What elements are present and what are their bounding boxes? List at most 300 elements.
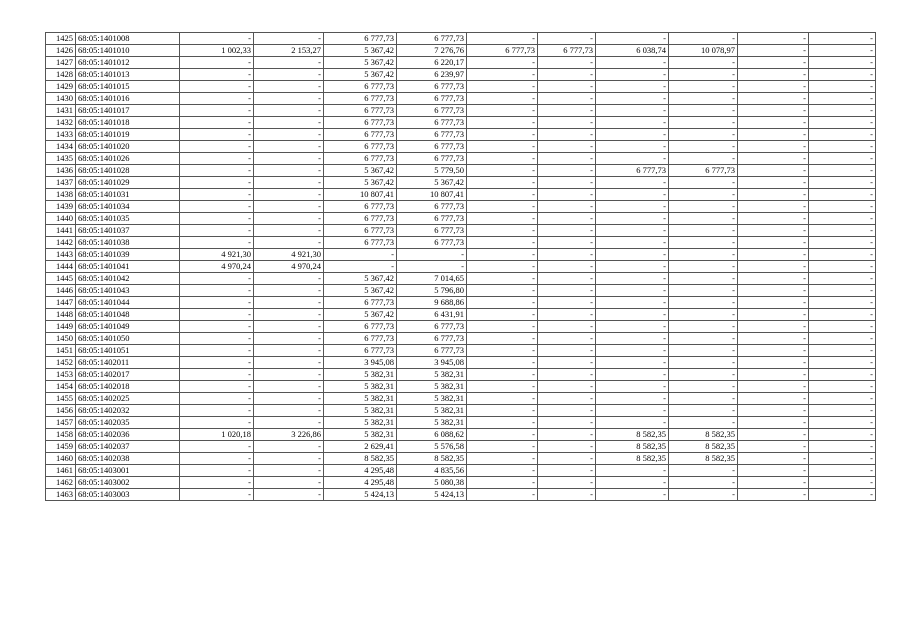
value-cell: 6 777,73: [324, 141, 397, 153]
value-cell: -: [669, 309, 738, 321]
cadastral-number-cell: 68:05:1402032: [76, 405, 180, 417]
cadastral-number-cell: 68:05:1401008: [76, 33, 180, 45]
value-cell: -: [180, 285, 254, 297]
value-cell: -: [738, 225, 809, 237]
value-cell: -: [738, 345, 809, 357]
value-cell: 6 777,73: [324, 333, 397, 345]
value-cell: -: [809, 141, 876, 153]
value-cell: 5 367,42: [324, 177, 397, 189]
row-number-cell: 1457: [46, 417, 76, 429]
value-cell: -: [254, 345, 324, 357]
row-number-cell: 1437: [46, 177, 76, 189]
value-cell: -: [538, 345, 596, 357]
value-cell: -: [467, 369, 538, 381]
cadastral-number-cell: 68:05:1403002: [76, 477, 180, 489]
cadastral-number-cell: 68:05:1401049: [76, 321, 180, 333]
value-cell: -: [669, 33, 738, 45]
value-cell: -: [669, 357, 738, 369]
value-cell: -: [809, 165, 876, 177]
row-number-cell: 1432: [46, 117, 76, 129]
value-cell: -: [467, 477, 538, 489]
value-cell: -: [538, 429, 596, 441]
cadastral-number-cell: 68:05:1401015: [76, 81, 180, 93]
value-cell: 6 088,62: [397, 429, 467, 441]
value-cell: -: [809, 69, 876, 81]
cadastral-number-cell: 68:05:1402017: [76, 369, 180, 381]
value-cell: -: [254, 285, 324, 297]
row-number-cell: 1453: [46, 369, 76, 381]
value-cell: 8 582,35: [324, 453, 397, 465]
table-row: [46, 141, 876, 153]
table-row: [46, 309, 876, 321]
value-cell: -: [538, 333, 596, 345]
value-cell: -: [669, 129, 738, 141]
table-row: [46, 477, 876, 489]
value-cell: -: [669, 117, 738, 129]
table-row: [46, 333, 876, 345]
value-cell: -: [538, 369, 596, 381]
value-cell: -: [324, 261, 397, 273]
value-cell: -: [467, 261, 538, 273]
cadastral-number-cell: 68:05:1401020: [76, 141, 180, 153]
cadastral-number-cell: 68:05:1402036: [76, 429, 180, 441]
value-cell: -: [180, 237, 254, 249]
value-cell: -: [738, 405, 809, 417]
value-cell: 5 382,31: [324, 405, 397, 417]
value-cell: -: [254, 33, 324, 45]
value-cell: -: [538, 297, 596, 309]
row-number-cell: 1428: [46, 69, 76, 81]
value-cell: -: [180, 81, 254, 93]
value-cell: -: [254, 237, 324, 249]
value-cell: -: [467, 177, 538, 189]
row-number-cell: 1429: [46, 81, 76, 93]
value-cell: -: [180, 417, 254, 429]
value-cell: 5 382,31: [397, 405, 467, 417]
value-cell: -: [538, 261, 596, 273]
value-cell: -: [738, 261, 809, 273]
value-cell: 5 382,31: [397, 393, 467, 405]
table-row: [46, 213, 876, 225]
value-cell: -: [738, 273, 809, 285]
cadastral-number-cell: 68:05:1401048: [76, 309, 180, 321]
value-cell: -: [809, 441, 876, 453]
value-cell: -: [738, 429, 809, 441]
table-row: [46, 93, 876, 105]
value-cell: -: [538, 465, 596, 477]
cadastral-number-cell: 68:05:1401029: [76, 177, 180, 189]
value-cell: -: [254, 441, 324, 453]
table-row: [46, 129, 876, 141]
row-number-cell: 1456: [46, 405, 76, 417]
value-cell: 5 382,31: [397, 417, 467, 429]
cadastral-number-cell: 68:05:1402018: [76, 381, 180, 393]
value-cell: -: [538, 177, 596, 189]
value-cell: -: [467, 285, 538, 297]
value-cell: -: [180, 129, 254, 141]
table-row: [46, 321, 876, 333]
value-cell: -: [669, 153, 738, 165]
value-cell: 6 777,73: [324, 105, 397, 117]
table-body: [46, 33, 876, 501]
value-cell: -: [738, 69, 809, 81]
value-cell: -: [538, 357, 596, 369]
value-cell: -: [180, 309, 254, 321]
value-cell: -: [467, 333, 538, 345]
value-cell: -: [538, 69, 596, 81]
value-cell: -: [467, 57, 538, 69]
value-cell: -: [809, 465, 876, 477]
value-cell: -: [596, 177, 669, 189]
row-number-cell: 1442: [46, 237, 76, 249]
table-row: [46, 57, 876, 69]
table-row: [46, 225, 876, 237]
cadastral-number-cell: 68:05:1403001: [76, 465, 180, 477]
value-cell: -: [809, 105, 876, 117]
cadastral-number-cell: 68:05:1401038: [76, 237, 180, 249]
value-cell: -: [467, 441, 538, 453]
value-cell: -: [669, 417, 738, 429]
value-cell: -: [738, 441, 809, 453]
value-cell: -: [809, 117, 876, 129]
value-cell: -: [538, 93, 596, 105]
value-cell: -: [738, 33, 809, 45]
value-cell: 6 777,73: [397, 153, 467, 165]
value-cell: 6 777,73: [397, 141, 467, 153]
value-cell: -: [467, 93, 538, 105]
value-cell: -: [180, 69, 254, 81]
value-cell: -: [467, 81, 538, 93]
value-cell: 6 431,91: [397, 309, 467, 321]
value-cell: -: [596, 213, 669, 225]
value-cell: -: [538, 105, 596, 117]
table-row: [46, 117, 876, 129]
value-cell: -: [669, 189, 738, 201]
row-number-cell: 1459: [46, 441, 76, 453]
value-cell: -: [538, 393, 596, 405]
table-row: [46, 189, 876, 201]
value-cell: 8 582,35: [596, 453, 669, 465]
value-cell: -: [538, 129, 596, 141]
value-cell: -: [254, 333, 324, 345]
value-cell: -: [180, 453, 254, 465]
value-cell: 6 777,73: [538, 45, 596, 57]
value-cell: -: [467, 129, 538, 141]
value-cell: -: [180, 489, 254, 501]
value-cell: -: [538, 453, 596, 465]
value-cell: -: [254, 153, 324, 165]
value-cell: 6 777,73: [324, 93, 397, 105]
value-cell: -: [180, 117, 254, 129]
value-cell: -: [669, 405, 738, 417]
cadastral-number-cell: 68:05:1401018: [76, 117, 180, 129]
value-cell: -: [180, 345, 254, 357]
value-cell: -: [596, 129, 669, 141]
value-cell: -: [180, 33, 254, 45]
value-cell: -: [809, 405, 876, 417]
value-cell: 5 382,31: [324, 393, 397, 405]
row-number-cell: 1434: [46, 141, 76, 153]
value-cell: -: [669, 57, 738, 69]
value-cell: -: [738, 381, 809, 393]
row-number-cell: 1441: [46, 225, 76, 237]
cadastral-number-cell: 68:05:1401028: [76, 165, 180, 177]
value-cell: -: [180, 201, 254, 213]
value-cell: -: [809, 93, 876, 105]
value-cell: 8 582,35: [596, 441, 669, 453]
table-row: [46, 177, 876, 189]
value-cell: -: [596, 381, 669, 393]
table-row: [46, 45, 876, 57]
value-cell: -: [538, 309, 596, 321]
value-cell: -: [254, 117, 324, 129]
row-number-cell: 1427: [46, 57, 76, 69]
value-cell: -: [538, 477, 596, 489]
value-cell: -: [254, 489, 324, 501]
value-cell: -: [738, 453, 809, 465]
cadastral-values-table: [45, 32, 876, 501]
value-cell: -: [467, 357, 538, 369]
value-cell: -: [596, 405, 669, 417]
value-cell: -: [809, 33, 876, 45]
value-cell: -: [669, 177, 738, 189]
value-cell: -: [180, 393, 254, 405]
value-cell: 5 796,80: [397, 285, 467, 297]
row-number-cell: 1449: [46, 321, 76, 333]
value-cell: 4 970,24: [254, 261, 324, 273]
value-cell: -: [738, 57, 809, 69]
value-cell: -: [180, 381, 254, 393]
value-cell: -: [738, 357, 809, 369]
value-cell: -: [669, 477, 738, 489]
value-cell: 4 921,30: [254, 249, 324, 261]
table-row: [46, 489, 876, 501]
value-cell: -: [467, 297, 538, 309]
value-cell: 5 424,13: [324, 489, 397, 501]
value-cell: 6 777,73: [324, 321, 397, 333]
value-cell: 6 777,73: [397, 33, 467, 45]
value-cell: 5 382,31: [397, 369, 467, 381]
value-cell: 6 777,73: [397, 117, 467, 129]
value-cell: -: [254, 369, 324, 381]
value-cell: 8 582,35: [596, 429, 669, 441]
table-row: [46, 393, 876, 405]
value-cell: -: [180, 405, 254, 417]
cadastral-number-cell: 68:05:1401050: [76, 333, 180, 345]
value-cell: -: [254, 129, 324, 141]
value-cell: -: [254, 405, 324, 417]
value-cell: 6 777,73: [324, 345, 397, 357]
value-cell: -: [596, 93, 669, 105]
row-number-cell: 1452: [46, 357, 76, 369]
value-cell: -: [809, 81, 876, 93]
cadastral-number-cell: 68:05:1401012: [76, 57, 180, 69]
table-row: [46, 369, 876, 381]
value-cell: -: [467, 69, 538, 81]
value-cell: 10 078,97: [669, 45, 738, 57]
cadastral-number-cell: 68:05:1402025: [76, 393, 180, 405]
value-cell: -: [538, 117, 596, 129]
row-number-cell: 1430: [46, 93, 76, 105]
value-cell: -: [596, 489, 669, 501]
value-cell: 6 777,73: [467, 45, 538, 57]
value-cell: -: [738, 165, 809, 177]
value-cell: -: [596, 465, 669, 477]
value-cell: -: [254, 81, 324, 93]
value-cell: 5 779,50: [397, 165, 467, 177]
table-row: [46, 345, 876, 357]
value-cell: 6 777,73: [324, 33, 397, 45]
value-cell: 3 945,08: [397, 357, 467, 369]
cadastral-number-cell: 68:05:1401042: [76, 273, 180, 285]
value-cell: -: [596, 81, 669, 93]
value-cell: -: [809, 381, 876, 393]
value-cell: -: [538, 57, 596, 69]
value-cell: -: [809, 417, 876, 429]
table-row: [46, 285, 876, 297]
value-cell: -: [538, 81, 596, 93]
table-row: [46, 441, 876, 453]
value-cell: -: [738, 489, 809, 501]
value-cell: 6 777,73: [397, 345, 467, 357]
value-cell: 6 777,73: [324, 153, 397, 165]
value-cell: -: [180, 165, 254, 177]
value-cell: -: [738, 81, 809, 93]
value-cell: -: [467, 273, 538, 285]
value-cell: 5 367,42: [324, 69, 397, 81]
value-cell: -: [738, 153, 809, 165]
value-cell: -: [738, 117, 809, 129]
value-cell: -: [180, 93, 254, 105]
value-cell: -: [809, 153, 876, 165]
table-row: [46, 33, 876, 45]
value-cell: -: [669, 201, 738, 213]
value-cell: -: [596, 237, 669, 249]
value-cell: -: [254, 309, 324, 321]
value-cell: -: [596, 201, 669, 213]
value-cell: -: [254, 465, 324, 477]
row-number-cell: 1461: [46, 465, 76, 477]
value-cell: -: [467, 237, 538, 249]
value-cell: -: [180, 441, 254, 453]
value-cell: 5 367,42: [324, 165, 397, 177]
value-cell: 7 014,65: [397, 273, 467, 285]
value-cell: -: [669, 213, 738, 225]
value-cell: 6 777,73: [397, 201, 467, 213]
table-row: [46, 417, 876, 429]
row-number-cell: 1425: [46, 33, 76, 45]
table-row: [46, 69, 876, 81]
value-cell: -: [538, 441, 596, 453]
value-cell: -: [254, 393, 324, 405]
value-cell: 2 629,41: [324, 441, 397, 453]
value-cell: -: [669, 261, 738, 273]
value-cell: -: [180, 357, 254, 369]
value-cell: -: [538, 165, 596, 177]
value-cell: -: [596, 477, 669, 489]
value-cell: -: [809, 393, 876, 405]
value-cell: 1 002,33: [180, 45, 254, 57]
value-cell: -: [669, 333, 738, 345]
value-cell: -: [538, 381, 596, 393]
value-cell: -: [467, 153, 538, 165]
value-cell: -: [324, 249, 397, 261]
value-cell: -: [809, 333, 876, 345]
row-number-cell: 1443: [46, 249, 76, 261]
value-cell: -: [180, 297, 254, 309]
value-cell: -: [254, 321, 324, 333]
table-row: [46, 273, 876, 285]
value-cell: -: [738, 393, 809, 405]
cadastral-number-cell: 68:05:1402035: [76, 417, 180, 429]
value-cell: -: [809, 477, 876, 489]
value-cell: -: [467, 429, 538, 441]
value-cell: -: [809, 261, 876, 273]
cadastral-number-cell: 68:05:1401043: [76, 285, 180, 297]
value-cell: 8 582,35: [669, 441, 738, 453]
value-cell: -: [738, 477, 809, 489]
value-cell: -: [467, 105, 538, 117]
value-cell: -: [596, 225, 669, 237]
value-cell: -: [738, 177, 809, 189]
cadastral-number-cell: 68:05:1401019: [76, 129, 180, 141]
value-cell: -: [669, 345, 738, 357]
row-number-cell: 1426: [46, 45, 76, 57]
value-cell: -: [596, 57, 669, 69]
value-cell: -: [596, 69, 669, 81]
value-cell: -: [180, 477, 254, 489]
value-cell: -: [596, 417, 669, 429]
row-number-cell: 1436: [46, 165, 76, 177]
value-cell: -: [180, 213, 254, 225]
value-cell: -: [809, 321, 876, 333]
row-number-cell: 1446: [46, 285, 76, 297]
row-number-cell: 1458: [46, 429, 76, 441]
value-cell: -: [669, 297, 738, 309]
value-cell: 5 367,42: [324, 285, 397, 297]
value-cell: -: [669, 237, 738, 249]
row-number-cell: 1463: [46, 489, 76, 501]
cadastral-number-cell: 68:05:1401031: [76, 189, 180, 201]
value-cell: -: [596, 33, 669, 45]
value-cell: -: [669, 105, 738, 117]
value-cell: 10 807,41: [397, 189, 467, 201]
row-number-cell: 1444: [46, 261, 76, 273]
value-cell: -: [467, 249, 538, 261]
row-number-cell: 1455: [46, 393, 76, 405]
value-cell: -: [254, 177, 324, 189]
cadastral-number-cell: 68:05:1401044: [76, 297, 180, 309]
value-cell: -: [738, 285, 809, 297]
table-row: [46, 153, 876, 165]
value-cell: -: [467, 309, 538, 321]
value-cell: -: [809, 345, 876, 357]
value-cell: -: [596, 117, 669, 129]
value-cell: 6 777,73: [324, 225, 397, 237]
value-cell: 1 020,18: [180, 429, 254, 441]
value-cell: -: [738, 45, 809, 57]
value-cell: -: [596, 141, 669, 153]
cadastral-number-cell: 68:05:1401017: [76, 105, 180, 117]
value-cell: -: [180, 57, 254, 69]
value-cell: -: [180, 141, 254, 153]
value-cell: -: [538, 213, 596, 225]
value-cell: -: [180, 189, 254, 201]
cadastral-number-cell: 68:05:1401039: [76, 249, 180, 261]
value-cell: -: [738, 201, 809, 213]
value-cell: 5 382,31: [324, 369, 397, 381]
value-cell: -: [180, 177, 254, 189]
